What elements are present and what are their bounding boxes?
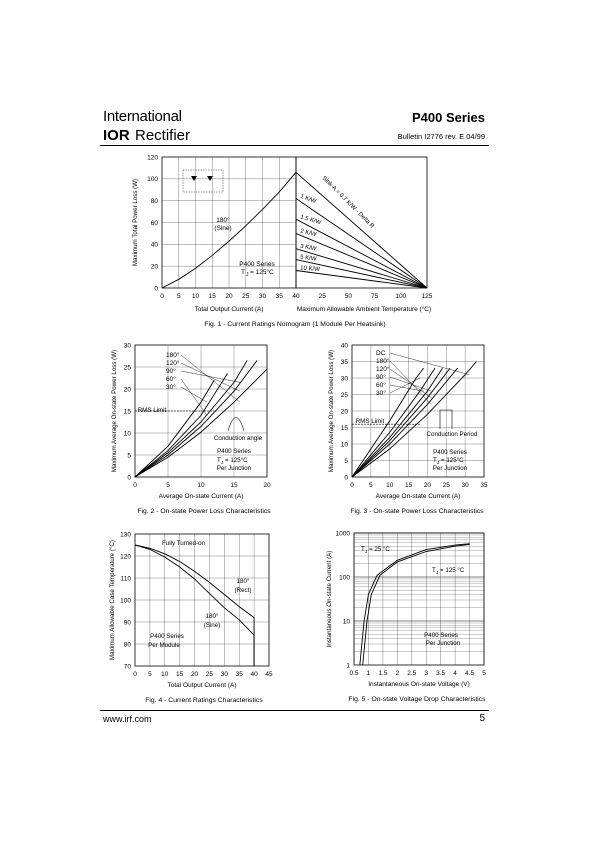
fig1-x-tick-label: 30	[258, 293, 267, 300]
fig1-y-tick-label: 100	[147, 176, 158, 184]
fig3-y-tick-label: 0	[344, 474, 348, 482]
fig3-y-tick-label: 40	[340, 342, 348, 350]
fig3-legend-label: 90°	[376, 374, 386, 381]
fig2-y-axis-label: Maximum Average On-state Power Loss (W)	[111, 349, 118, 473]
fig2-annotation: T	[217, 457, 221, 464]
fig4-x-tick-label: 45	[265, 671, 273, 678]
footer-url[interactable]: www.irf.com	[103, 714, 152, 724]
fig3-x-axis-label: Average On-state Current (A)	[375, 493, 461, 500]
fig1-rth-label: 1.5 K/W	[299, 214, 322, 227]
fig3-annotation: T	[433, 457, 437, 464]
fig3-annotation: P400 Series	[433, 449, 467, 456]
fig1-diode-icon	[207, 176, 213, 181]
fig2-annotation: J	[221, 461, 224, 466]
logo-international: International	[103, 108, 182, 125]
fig4-x-tick-label: 0	[133, 671, 137, 678]
fig3-y-tick-label: 5	[344, 457, 348, 465]
fig2-annotation: = 125°C	[225, 457, 248, 464]
fig5-x-tick-label: 4	[453, 670, 457, 677]
fig5-y-tick-label: 1000	[335, 530, 350, 538]
fig5-annotation: T	[361, 546, 365, 553]
fig4-x-tick-label: 30	[220, 671, 228, 678]
fig1-right-x-tick-label: 100	[395, 293, 407, 300]
fig2-legend-label: 120°	[166, 360, 180, 367]
fig3-legend-label: DC	[376, 350, 386, 357]
page-number: 5	[479, 713, 485, 724]
fig1-x-axis-label-right: Maximum Allowable Ambient Temperature (°C)	[296, 306, 432, 313]
fig5-x-tick-label: 2	[395, 670, 400, 677]
fig1-rth-label: 10 K/W	[299, 265, 320, 274]
fig2-leader-line	[181, 371, 240, 382]
fig3-x-tick-label: 15	[404, 482, 413, 489]
fig3-x-tick-label: 35	[480, 482, 488, 489]
fig3-caption: Fig. 3 - On-state Power Loss Characteristics	[350, 508, 484, 515]
fig5-x-tick-label: 4.5	[465, 670, 475, 677]
fig1-rth-line	[296, 260, 427, 288]
fig1-y-tick-label: 120	[147, 154, 158, 162]
fig2-x-tick-label: 20	[263, 482, 271, 489]
fig1-x-tick-label: 10	[191, 293, 200, 300]
fig1-rth-line	[296, 219, 427, 288]
fig1-x-tick-label: 25	[242, 293, 250, 300]
fig1-y-tick-label: 40	[150, 241, 158, 249]
fig4-annotation: 180°	[205, 613, 219, 620]
fig1-x-tick-label: 35	[275, 293, 283, 300]
fig3-annotation: RMS Limit	[355, 418, 385, 425]
fig1-right-x-tick-label: 125	[421, 293, 433, 300]
fig5-annotation: J	[436, 571, 439, 576]
fig4-x-tick-label: 40	[250, 671, 258, 678]
fig2-caption: Fig. 2 - On-state Power Loss Characteristics	[137, 508, 271, 515]
fig1-rth-label: 5 K/W	[299, 254, 317, 263]
fig5-annotation: Per Junction	[425, 640, 461, 647]
fig2-y-tick-label: 5	[127, 452, 131, 460]
fig4-x-tick-label: 20	[190, 671, 199, 678]
fig4-y-tick-label: 130	[120, 531, 131, 539]
fig1-x-tick-label: 40	[292, 293, 300, 300]
fig2-x-tick-label: 15	[230, 482, 238, 489]
fig3-y-tick-label: 15	[340, 424, 348, 432]
fig3-annotation: J	[437, 461, 440, 466]
fig3-y-tick-label: 10	[340, 441, 348, 449]
fig4-x-tick-label: 15	[176, 671, 184, 678]
fig3-legend-label: 180°	[376, 358, 390, 365]
fig2-leader-line	[181, 355, 240, 402]
fig3-y-axis-label: Maximum Average On-state Power Loss (W)	[328, 349, 335, 473]
fig5-caption: Fig. 5 - On-state Voltage Drop Characteristics	[348, 696, 486, 703]
fig4-y-axis-label: Maximum Allowable Case Temperature (°C)	[109, 540, 116, 660]
fig3-leader-line	[390, 377, 431, 391]
bulletin-number: Bulletin I2776 rev. E 04/99	[397, 132, 485, 141]
fig1-x-axis-label-left: Total Output Current (A)	[194, 306, 264, 313]
fig5-x-tick-label: 3	[424, 670, 429, 677]
fig1-annotation: T	[241, 269, 245, 276]
fig1-annotation: J	[246, 272, 249, 278]
fig3-y-tick-label: 35	[340, 358, 348, 366]
fig1-annotation: 180°	[216, 217, 230, 224]
fig3-x-tick-label: 5	[369, 482, 373, 489]
fig3-conduction-period-icon	[440, 410, 452, 429]
fig2-annotation: Conduction angle	[213, 435, 263, 442]
fig3-x-tick-label: 0	[350, 482, 354, 489]
fig2-x-tick-label: 10	[197, 482, 205, 489]
fig2-y-tick-label: 30	[123, 342, 131, 350]
fig5-x-tick-label: 1	[366, 670, 371, 677]
fig2-annotation: Per Junction	[216, 465, 252, 472]
fig1-x-tick-label: 5	[176, 293, 181, 300]
fig3-leader-line	[390, 378, 420, 393]
fig2-y-tick-label: 20	[123, 386, 131, 394]
series-title: P400 Series	[411, 110, 485, 125]
fig1-diode-icon	[191, 176, 197, 181]
fig5-annotation: = 25 °C	[369, 546, 390, 553]
fig2-conduction-angle-icon	[228, 418, 244, 432]
fig4-y-tick-label: 80	[123, 641, 131, 649]
fig1-annotation: (Sine)	[214, 225, 232, 232]
fig1-annotation: = 125°C	[250, 269, 274, 276]
fig3-x-tick-label: 10	[386, 482, 394, 489]
fig2-legend-label: 90°	[166, 368, 176, 375]
fig2-legend-label: 60°	[166, 376, 176, 383]
fig3-x-tick-label: 20	[423, 482, 432, 489]
fig4-annotation: Fully Turned-on	[162, 540, 205, 547]
fig2-x-axis-label: Average On-state Current (A)	[158, 493, 244, 500]
fig4-annotation: (Sine)	[203, 622, 221, 629]
fig1-rth-label: 3 K/W	[299, 243, 317, 253]
footer-rule	[100, 710, 489, 711]
fig5-x-tick-label: 3.5	[436, 670, 446, 677]
fig5-annotation: = 125 °C	[440, 567, 465, 574]
fig5-x-tick-label: 5	[482, 670, 486, 677]
fig5-x-tick-label: 1.5	[378, 670, 388, 677]
fig2-legend-label: 180°	[166, 352, 180, 359]
fig3-annotation: = 125°C	[441, 457, 464, 464]
fig2-x-tick-label: 5	[166, 482, 170, 489]
fig3-annotation: Conduction Period	[426, 431, 478, 438]
fig3-y-tick-label: 20	[340, 408, 348, 416]
fig5-y-tick-label: 1	[346, 662, 350, 670]
fig4-x-tick-label: 5	[148, 671, 152, 678]
fig4-y-tick-label: 100	[120, 597, 131, 605]
fig3-legend-label: 60°	[376, 382, 386, 389]
fig1-y-axis-label: Maximum Total Power Loss (W)	[132, 178, 139, 267]
fig4-y-tick-label: 90	[123, 619, 131, 627]
fig5-x-tick-label: 2.5	[407, 670, 417, 677]
fig2-leader-line	[181, 379, 207, 415]
fig5-annotation: J	[365, 550, 368, 555]
fig1-x-tick-label: 15	[208, 293, 216, 300]
fig5-x-tick-label: 0.5	[349, 670, 359, 677]
fig3-x-tick-label: 25	[442, 482, 450, 489]
fig1-y-tick-label: 60	[150, 219, 158, 227]
fig1-right-x-tick-label: 25	[318, 293, 326, 300]
fig4-x-tick-label: 10	[161, 671, 169, 678]
fig2-y-tick-label: 15	[123, 408, 131, 416]
fig1-rth-line	[296, 271, 427, 289]
fig1-rth-label: 2 K/W	[299, 228, 317, 239]
fig1-rth-label: 1 K/W	[299, 193, 317, 206]
fig4-y-tick-label: 110	[120, 575, 131, 583]
fig1-annotation: P400 Series	[239, 261, 275, 268]
fig4-y-tick-label: 70	[123, 663, 131, 671]
fig1-x-tick-label: 0	[160, 293, 164, 300]
fig2-series-line	[135, 380, 214, 477]
fig1-right-x-tick-label: 75	[370, 293, 379, 300]
fig5-y-axis-label: Instantaneous On-state Current (A)	[326, 550, 333, 648]
fig4-x-tick-label: 35	[235, 671, 243, 678]
fig3-y-tick-label: 25	[340, 391, 348, 399]
fig1-rth-label: Sink-A = 0.7 K/W - Delta R	[320, 175, 375, 230]
fig2-y-tick-label: 25	[123, 364, 131, 372]
fig2-leader-line	[181, 387, 207, 402]
fig5-y-tick-label: 10	[342, 618, 350, 626]
fig1-circuit-icon	[183, 170, 223, 192]
fig1-x-tick-label: 20	[225, 293, 233, 300]
logo-ior: IOR	[103, 127, 130, 144]
fig4-annotation: Per Module	[148, 642, 180, 649]
fig1-caption: Fig. 1 - Current Ratings Nomogram (1 Module Per Heatsink)	[204, 321, 386, 328]
fig1-y-tick-label: 20	[150, 263, 158, 271]
fig5-y-tick-label: 100	[339, 574, 350, 582]
fig4-x-tick-label: 25	[205, 671, 214, 678]
fig1-y-tick-label: 80	[150, 197, 158, 205]
fig4-annotation: (Rect)	[234, 587, 252, 594]
fig4-caption: Fig. 4 - Current Ratings Characteristics	[145, 697, 263, 704]
fig3-legend-label: 120°	[376, 366, 390, 373]
fig1-right-x-tick-label: 50	[344, 293, 353, 300]
fig4-x-axis-label: Total Output Current (A)	[167, 682, 237, 689]
fig4-annotation: 180°	[236, 578, 250, 585]
fig5-annotation: T	[432, 567, 436, 574]
fig3-y-tick-label: 30	[340, 375, 348, 383]
fig3-annotation: Per Junction	[432, 465, 468, 472]
fig2-x-tick-label: 0	[133, 482, 137, 489]
fig3-leader-line	[390, 353, 469, 375]
fig2-annotation: RMS Limit	[137, 407, 167, 414]
fig2-annotation: P400 Series	[217, 448, 251, 455]
logo-rectifier: Rectifier	[135, 127, 191, 144]
fig3-x-tick-label: 30	[461, 482, 469, 489]
fig4-annotation: P400 Series	[150, 633, 184, 640]
fig2-legend-label: 30°	[166, 384, 176, 391]
fig3-legend-label: 30°	[376, 390, 386, 397]
fig2-y-tick-label: 0	[127, 474, 131, 482]
fig1-y-tick-label: 0	[154, 285, 158, 293]
fig5-annotation: P400 Series	[424, 632, 458, 639]
fig4-y-tick-label: 120	[120, 553, 131, 561]
fig2-y-tick-label: 10	[123, 430, 131, 438]
fig5-x-axis-label: Instantaneous On-state Voltage (V)	[368, 681, 470, 688]
